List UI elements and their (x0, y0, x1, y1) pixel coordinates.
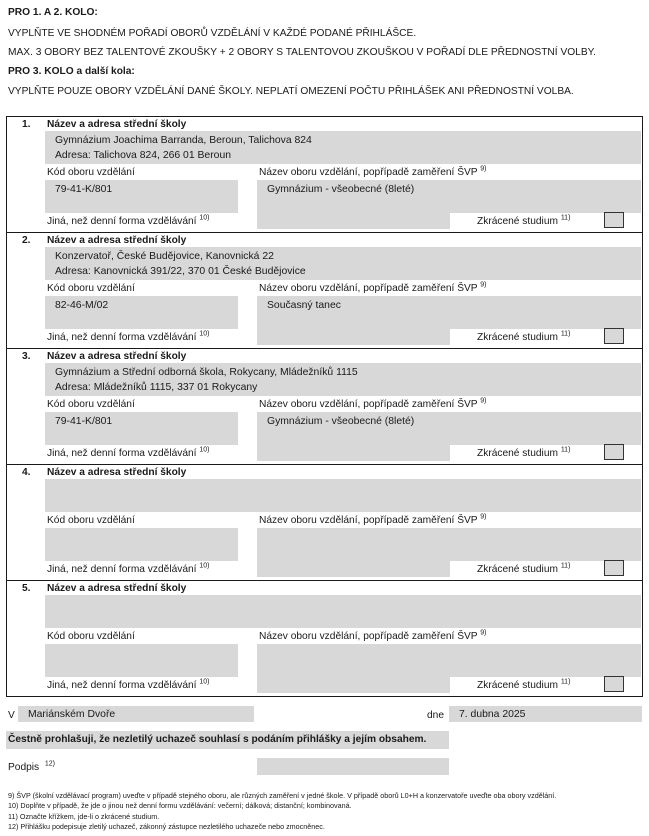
field-of-study-field[interactable] (257, 180, 641, 213)
field-of-study-value (257, 528, 641, 531)
school-address: Adresa: Kanovnická 391/22, 370 01 České Budějovice (55, 266, 306, 277)
other-form-label: Jiná, než denní forma vzdělávání $^{10)}$ (47, 214, 210, 227)
round12-instruction-1: VYPLŇTE VE SHODNÉM POŘADÍ OBORŮ VZDĚLÁNÍ V KAŽDÉ PODANÉ PŘIHLÁŠCE. (8, 28, 417, 39)
field-of-study-value (257, 644, 641, 647)
section-number: 2. (22, 235, 31, 246)
code-label: Kód oboru vzdělání (47, 167, 135, 178)
field-label: Název oboru vzdělání, popřípadě zaměření ŠVP $^{9)}$ (259, 281, 487, 294)
field-of-study-field[interactable] (257, 644, 641, 677)
school-section-4 (6, 464, 643, 581)
short-study-label: Zkrácené studium $^{11)}$ (477, 562, 571, 575)
other-form-field[interactable] (257, 329, 450, 345)
code-value (45, 528, 238, 531)
short-study-checkbox[interactable] (604, 560, 624, 576)
school-section-1 (6, 116, 643, 233)
school-field[interactable] (45, 595, 641, 628)
field-label: Název oboru vzdělání, popřípadě zaměření ŠVP $^{9)}$ (259, 629, 487, 642)
code-label: Kód oboru vzdělání (47, 515, 135, 526)
round3-instruction: VYPLŇTE POUZE OBORY VZDĚLÁNÍ DANÉ ŠKOLY. NEPLATÍ OMEZENÍ POČTU PŘIHLÁŠEK ANI PŘEDNOSTNÍ VOLBA. (8, 86, 574, 97)
code-value: 79-41-K/801 (55, 416, 113, 427)
footnote-9: 9) ŠVP (školní vzdělávací program) uveďte v případě stejného oboru, ale různých zaměření v jedné škole. V případě oborů L0+H a konzervatoře uveďte oba obory vzdělání. (8, 791, 557, 800)
school-field[interactable] (45, 479, 641, 512)
section-number: 5. (22, 583, 31, 594)
field-of-study-field[interactable] (257, 528, 641, 561)
short-study-label: Zkrácené studium $^{11)}$ (477, 446, 571, 459)
school-label: Název a adresa střední školy (47, 583, 187, 594)
school-field[interactable] (45, 131, 641, 164)
declaration-text: Čestně prohlašuji, že nezletilý uchazeč souhlasí s podáním přihlášky a jejím obsahem. (6, 731, 449, 749)
code-field[interactable] (45, 528, 238, 561)
footnote-10: 10) Doplňte v případě, že jde o jinou než denní formu vzdělávání: večerní; dálková; distanční; kombinovaná. (8, 801, 352, 810)
other-form-label: Jiná, než denní forma vzdělávání $^{10)}$ (47, 562, 210, 575)
date-field[interactable]: 7. dubna 2025 (449, 706, 642, 722)
school-name: Gymnázium a Střední odborná škola, Rokycany, Mládežníků 1115 (55, 367, 358, 378)
code-value: 82-46-M/02 (55, 300, 109, 311)
short-study-label: Zkrácené studium $^{11)}$ (477, 330, 571, 343)
field-of-study-field[interactable] (257, 412, 641, 445)
other-form-field[interactable] (257, 213, 450, 229)
field-of-study-field[interactable] (257, 296, 641, 329)
school-address: Adresa: Mládežníků 1115, 337 01 Rokycany (55, 382, 258, 393)
school-field[interactable] (45, 363, 641, 396)
round3-title: PRO 3. KOLO a další kola: (8, 66, 135, 77)
school-label: Název a adresa střední školy (47, 119, 187, 130)
school-field[interactable] (45, 247, 641, 280)
code-label: Kód oboru vzdělání (47, 631, 135, 642)
round12-instruction-2: MAX. 3 OBORY BEZ TALENTOVÉ ZKOUŠKY + 2 OBORY S TALENTOVOU ZKOUŠKOU V POŘADÍ DLE PŘEDNOSTNÍ VOLBY. (8, 47, 596, 58)
school-name: Konzervatoř, České Budějovice, Kanovnická 22 (55, 251, 274, 262)
school-label: Název a adresa střední školy (47, 351, 187, 362)
school-label: Název a adresa střední školy (47, 467, 187, 478)
field-label: Název oboru vzdělání, popřípadě zaměření ŠVP $^{9)}$ (259, 165, 487, 178)
school-label: Název a adresa střední školy (47, 235, 187, 246)
other-form-label: Jiná, než denní forma vzdělávání $^{10)}$ (47, 330, 210, 343)
code-field[interactable] (45, 180, 238, 213)
school-section-3 (6, 348, 643, 465)
other-form-field[interactable] (257, 445, 450, 461)
round12-title: PRO 1. A 2. KOLO: (8, 7, 98, 18)
section-number: 1. (22, 119, 31, 130)
signature-label: Podpis $^{12)}$ (8, 760, 55, 773)
school-address (45, 482, 641, 484)
place-label: V (8, 710, 15, 721)
code-value: 79-41-K/801 (55, 184, 113, 195)
short-study-checkbox[interactable] (604, 676, 624, 692)
short-study-checkbox[interactable] (604, 444, 624, 460)
field-of-study-value: Gymnázium - všeobecné (8leté) (267, 184, 415, 195)
field-label: Název oboru vzdělání, popřípadě zaměření ŠVP $^{9)}$ (259, 513, 487, 526)
school-name: Gymnázium Joachima Barranda, Beroun, Talichova 824 (55, 135, 312, 146)
code-field[interactable] (45, 412, 238, 445)
other-form-field[interactable] (257, 677, 450, 693)
place-field[interactable]: Mariánském Dvoře (18, 706, 254, 722)
other-form-label: Jiná, než denní forma vzdělávání $^{10)}$ (47, 678, 210, 691)
section-number: 4. (22, 467, 31, 478)
short-study-label: Zkrácené studium $^{11)}$ (477, 214, 571, 227)
date-label: dne (427, 710, 444, 721)
signature-field[interactable] (257, 758, 449, 775)
school-section-2 (6, 232, 643, 349)
short-study-checkbox[interactable] (604, 328, 624, 344)
code-value (45, 644, 238, 647)
short-study-checkbox[interactable] (604, 212, 624, 228)
footnote-11: 11) Označte křížkem, jde-li o zkrácené studium. (8, 812, 160, 821)
field-of-study-value: Gymnázium - všeobecné (8leté) (267, 416, 415, 427)
field-of-study-value: Současný tanec (267, 300, 341, 311)
school-address: Adresa: Talichova 824, 266 01 Beroun (55, 150, 231, 161)
school-section-5 (6, 580, 643, 697)
code-label: Kód oboru vzdělání (47, 283, 135, 294)
other-form-field[interactable] (257, 561, 450, 577)
footnote-12: 12) Přihlášku podepisuje zletilý uchazeč, zákonný zástupce nezletilého uchazeče nebo zmocněnec. (8, 822, 325, 831)
section-number: 3. (22, 351, 31, 362)
code-field[interactable] (45, 644, 238, 677)
code-field[interactable] (45, 296, 238, 329)
other-form-label: Jiná, než denní forma vzdělávání $^{10)}$ (47, 446, 210, 459)
school-address (45, 598, 641, 600)
code-label: Kód oboru vzdělání (47, 399, 135, 410)
field-label: Název oboru vzdělání, popřípadě zaměření ŠVP $^{9)}$ (259, 397, 487, 410)
short-study-label: Zkrácené studium $^{11)}$ (477, 678, 571, 691)
